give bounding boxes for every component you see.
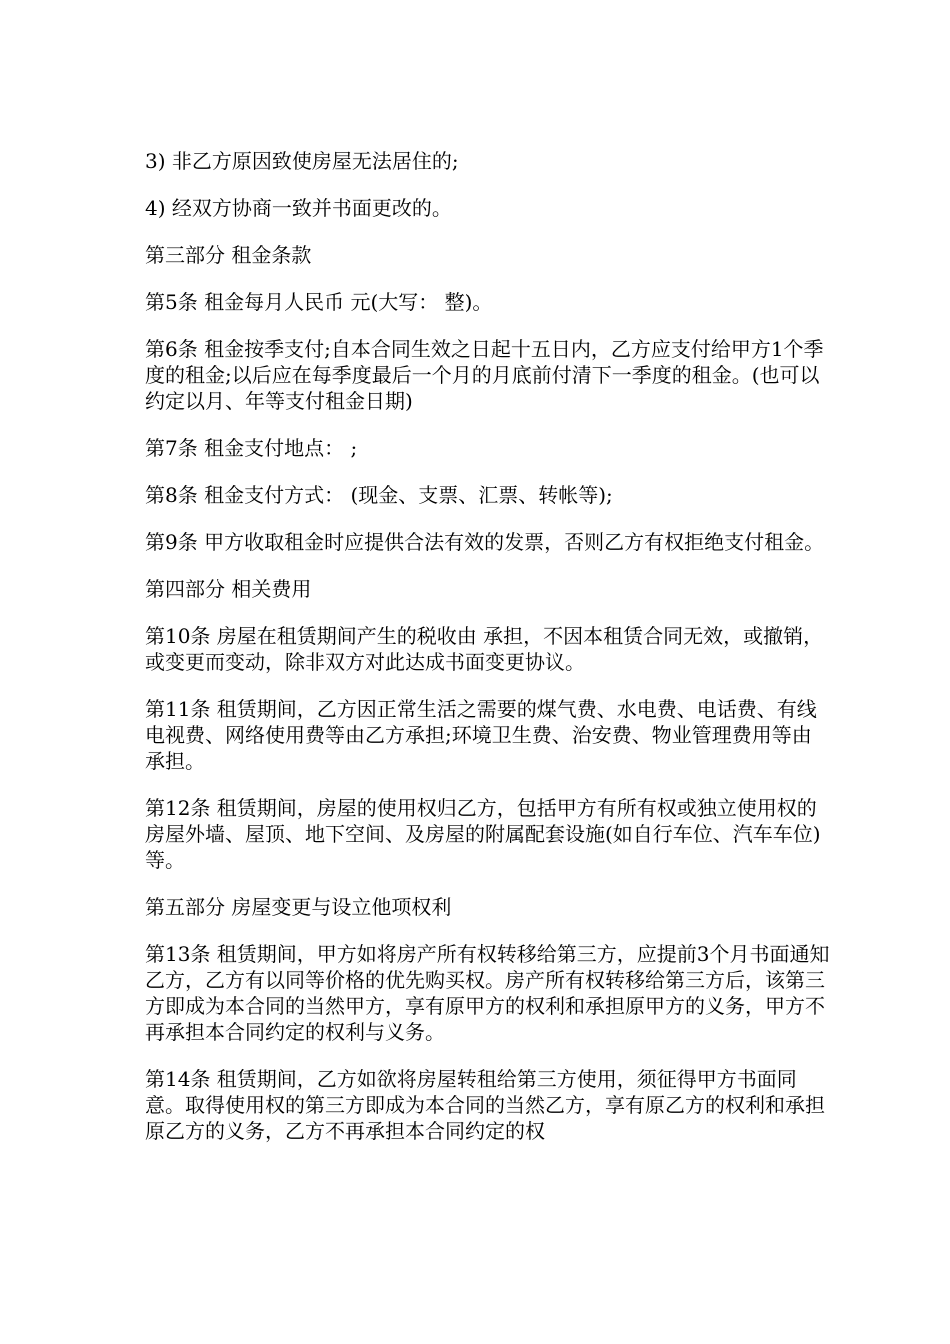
- article-10: 第10条 房屋在租赁期间产生的税收由 承担，不因本租赁合同无效，或撤销，或变更而变动，除非双方对此达成书面变更协议。: [145, 624, 824, 674]
- article-13: 第13条 租赁期间，甲方如将房产所有权转移给第三方，应提前3个月书面通知乙方，乙方有以同等价格的优先购买权。房产所有权转移给第三方后，该第三方即成为本合同的当然甲方，享有原甲方的权利和承担原甲方的义务，甲方不再承担本合同约定的权利与义务。: [145, 942, 830, 1044]
- article-12: 第12条 租赁期间，房屋的使用权归乙方，包括甲方有所有权或独立使用权的房屋外墙、屋顶、地下空间、及房屋的附属配套设施(如自行车位、汽车车位)等。: [145, 796, 821, 872]
- section-heading-part-5: 第五部分 房屋变更与设立他项权利: [145, 895, 452, 919]
- article-6: 第6条 租金按季支付;自本合同生效之日起十五日内，乙方应支付给甲方1个季度的租金;以后应在每季度最后一个月的月底前付清下一季度的租金。(也可以约定以月、年等支付租金日期): [145, 337, 824, 413]
- clause-4-item: 4) 经双方协商一致并书面更改的。: [145, 196, 452, 220]
- section-heading-part-3: 第三部分 租金条款: [145, 243, 312, 267]
- article-8: 第8条 租金支付方式： (现金、支票、汇票、转帐等);: [145, 483, 613, 507]
- document-page: [145, 148, 830, 1144]
- article-7: 第7条 租金支付地点： ;: [145, 436, 358, 460]
- article-9: 第9条 甲方收取租金时应提供合法有效的发票，否则乙方有权拒绝支付租金。: [145, 530, 825, 554]
- section-heading-part-4: 第四部分 相关费用: [145, 577, 312, 601]
- article-5: 第5条 租金每月人民币 元(大写： 整)。: [145, 290, 493, 314]
- clause-3-item: 3) 非乙方原因致使房屋无法居住的;: [145, 149, 459, 173]
- article-14: 第14条 租赁期间，乙方如欲将房屋转租给第三方使用，须征得甲方书面同意。取得使用权的第三方即成为本合同的当然乙方，享有原乙方的权利和承担原乙方的义务，乙方不再承担本合同约定的权: [145, 1067, 825, 1143]
- article-11: 第11条 租赁期间，乙方因正常生活之需要的煤气费、水电费、电话费、有线电视费、网络使用费等由乙方承担;环境卫生费、治安费、物业管理费用等由 承担。: [145, 697, 819, 773]
